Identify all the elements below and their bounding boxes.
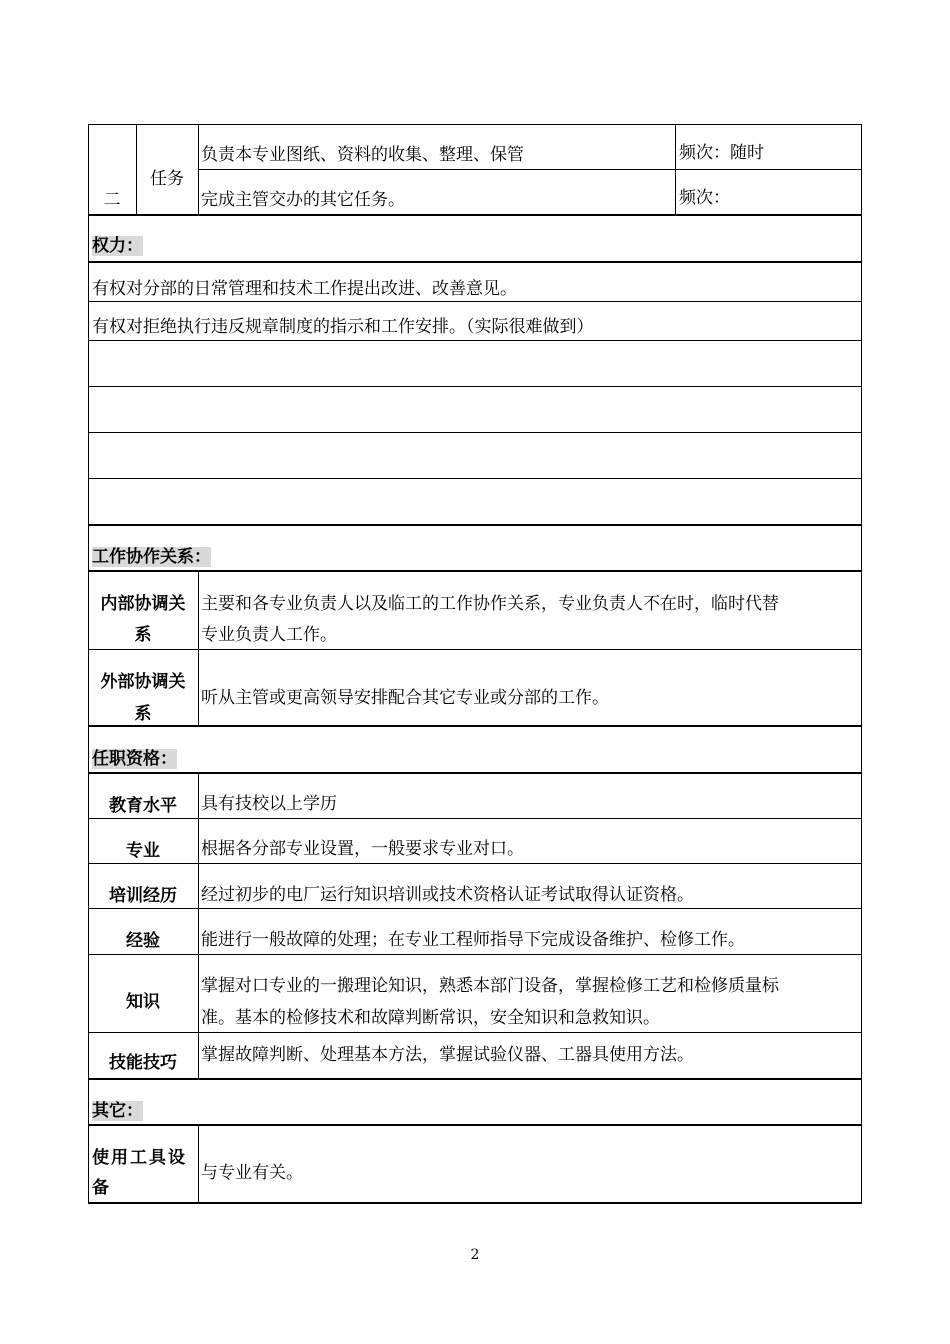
knowledge-label: 知识 [126, 992, 160, 1012]
task-row-1-text: 负责本专业图纸、资料的收集、整理、保管 [201, 145, 524, 165]
cooperation-heading: 工作协作关系： [92, 547, 211, 567]
tools-label-line2: 备 [92, 1178, 109, 1198]
major-label: 专业 [126, 841, 160, 861]
task-row-1-frequency: 频次：随时 [679, 143, 764, 163]
experience-text: 能进行一般故障的处理；在专业工程师指导下完成设备维护、检修工作。 [201, 930, 745, 950]
training-text: 经过初步的电厂运行知识培训或技术资格认证考试取得认证资格。 [201, 885, 694, 905]
experience-label: 经验 [126, 931, 160, 951]
job-description-table [88, 124, 862, 1204]
external-coordination-text: 听从主管或更高领导安排配合其它专业或分部的工作。 [201, 688, 609, 708]
task-row-2-text: 完成主管交办的其它任务。 [201, 190, 405, 210]
authority-item-1: 有权对分部的日常管理和技术工作提出改进、改善意见。 [92, 279, 517, 299]
training-label: 培训经历 [109, 886, 177, 906]
external-coordination-label-line2: 系 [134, 704, 152, 724]
tools-text: 与专业有关。 [201, 1163, 303, 1183]
internal-coordination-text-line2: 专业负责人工作。 [201, 625, 337, 645]
knowledge-text-line2: 准。基本的检修技术和故障判断常识，安全知识和急救知识。 [201, 1008, 660, 1028]
page-number: 2 [470, 1247, 480, 1263]
qualifications-heading: 任职资格： [92, 749, 177, 769]
skills-text: 掌握故障判断、处理基本方法，掌握试验仪器、工器具使用方法。 [201, 1045, 694, 1065]
task-row-2-frequency: 频次： [679, 188, 730, 208]
authority-heading: 权力： [92, 236, 143, 256]
education-label: 教育水平 [109, 796, 177, 816]
external-coordination-label-line1: 外部协调关 [100, 672, 186, 692]
authority-item-2: 有权对拒绝执行违反规章制度的指示和工作安排。（实际很难做到） [92, 317, 594, 337]
task-number: 二 [103, 190, 121, 210]
tools-label-line1: 使用工具设 [92, 1148, 187, 1168]
education-text: 具有技校以上学历 [201, 794, 337, 814]
major-text: 根据各分部专业设置，一般要求专业对口。 [201, 839, 524, 859]
task-label: 任务 [150, 169, 184, 189]
knowledge-text-line1: 掌握对口专业的一搬理论知识，熟悉本部门设备，掌握检修工艺和检修质量标 [201, 976, 779, 996]
skills-label: 技能技巧 [109, 1053, 177, 1073]
internal-coordination-label-line1: 内部协调关 [100, 594, 186, 614]
other-heading: 其它： [92, 1101, 143, 1121]
internal-coordination-label-line2: 系 [134, 625, 152, 645]
internal-coordination-text-line1: 主要和各专业负责人以及临工的工作协作关系，专业负责人不在时，临时代替 [201, 594, 779, 614]
